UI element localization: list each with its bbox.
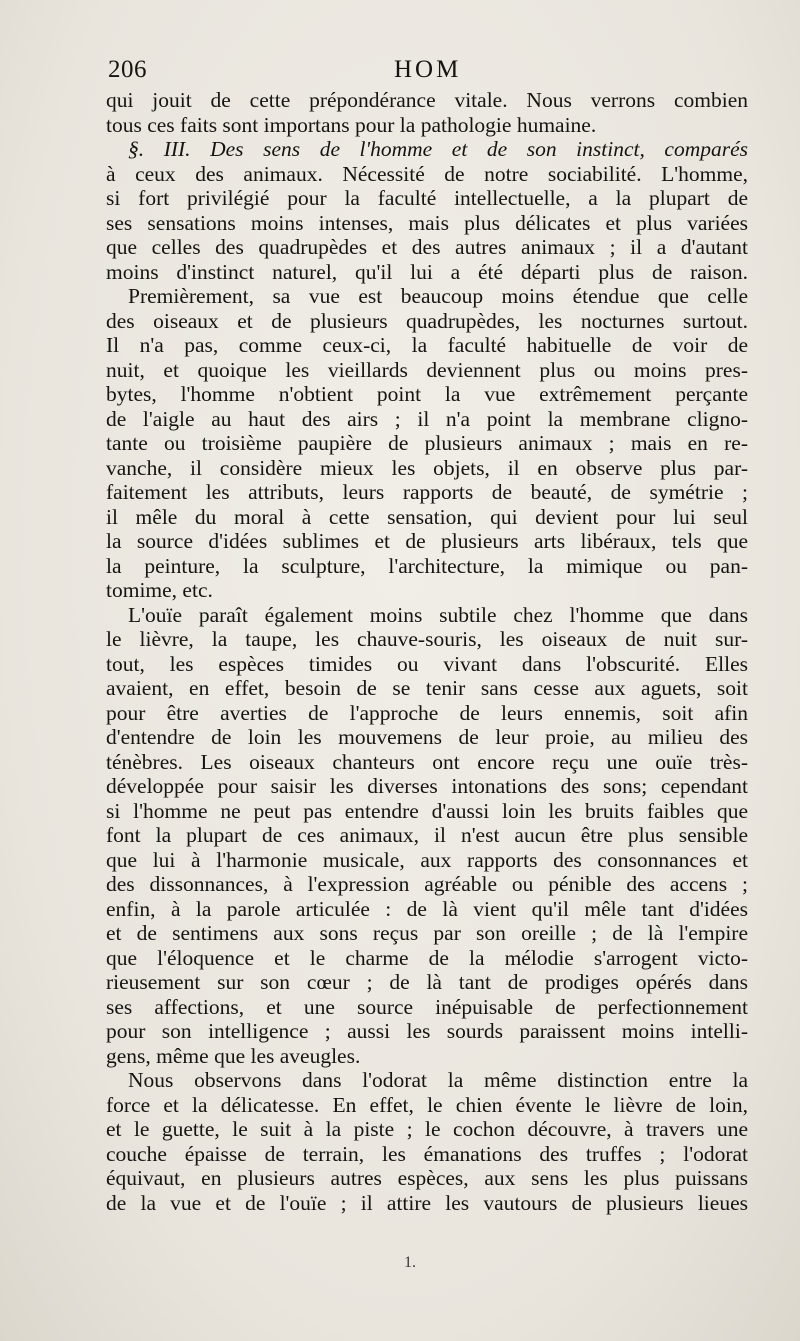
text-line: tante ou troisième paupière de plusieurs animaux ; mais en re- bbox=[106, 431, 748, 455]
text-line: que lui à l'harmonie musicale, aux rapports des consonnances et bbox=[106, 847, 748, 872]
text-line: la source d'idées sublimes et de plusieurs arts libéraux, tels que bbox=[106, 529, 748, 553]
text-line: il mêle du moral à cette sensation, qui devient pour lui seul bbox=[106, 504, 748, 529]
text-line: d'entendre de loin les mouvemens de leur proie, au milieu des bbox=[106, 725, 748, 749]
page-number: 206 bbox=[108, 56, 147, 83]
signature-mark: 1. bbox=[404, 1254, 416, 1271]
text-line: que l'éloquence et le charme de la mélodie s'arrogent victo- bbox=[106, 945, 748, 970]
running-head: HOM bbox=[394, 56, 462, 83]
text-line: gens, même que les aveugles. bbox=[106, 1043, 361, 1068]
text-line: tous ces faits sont importans pour la pathologie humaine. bbox=[106, 112, 597, 137]
text-line: le lièvre, la taupe, les chauve-souris, les oiseaux de nuit sur- bbox=[106, 627, 748, 651]
body-text bbox=[106, 88, 748, 1215]
text-line: font la plupart de ces animaux, il n'est aucun être plus sensible bbox=[106, 823, 748, 847]
text-line: de la vue et de l'ouïe ; il attire les vautours de plusieurs lieues bbox=[106, 1190, 748, 1215]
text-line: Nous observons dans l'odorat la même distinction entre la bbox=[128, 1068, 748, 1092]
text-line: couche épaisse de terrain, les émanations des truffes ; l'odorat bbox=[106, 1141, 748, 1166]
text-line: tout, les espèces timides ou vivant dans l'obscurité. Elles bbox=[106, 651, 748, 676]
text-line: moins d'instinct naturel, qu'il lui a été départi plus de raison. bbox=[106, 259, 748, 284]
text-line: pour être averties de l'approche de leurs ennemis, soit afin bbox=[106, 700, 748, 725]
text-line: qui jouit de cette prépondérance vitale. Nous verrons combien bbox=[106, 88, 748, 112]
text-line: faitement les attributs, leurs rapports de beauté, de symétrie ; bbox=[106, 480, 748, 504]
text-line: de l'aigle au haut des airs ; il n'a point la membrane cligno- bbox=[106, 406, 748, 431]
text-line: si l'homme ne peut pas entendre d'aussi loin les bruits faibles que bbox=[106, 798, 748, 823]
text-line: développée pour saisir les diverses intonations des sons; cependant bbox=[106, 774, 748, 798]
text-line: rieusement sur son cœur ; de là tant de prodiges opérés dans bbox=[106, 970, 748, 994]
text-line: pour son intelligence ; aussi les sourds paraissent moins intelli- bbox=[106, 1019, 748, 1043]
text-line: des dissonnances, à l'expression agréable ou pénible des accens ; bbox=[106, 872, 748, 896]
text-line: vanche, il considère mieux les objets, il en observe plus par- bbox=[106, 455, 748, 480]
text-line: équivaut, en plusieurs autres espèces, aux sens les plus puissans bbox=[106, 1166, 748, 1190]
text-line: ténèbres. Les oiseaux chanteurs ont encore reçu une ouïe très- bbox=[106, 749, 748, 774]
text-line: force et la délicatesse. En effet, le chien évente le lièvre de loin, bbox=[106, 1092, 748, 1117]
page-header bbox=[108, 56, 748, 86]
text-line: tomime, etc. bbox=[106, 578, 213, 602]
text-line: nuit, et quoique les vieillards deviennent plus ou moins pres- bbox=[106, 357, 748, 382]
text-line: avaient, en effet, besoin de se tenir sans cesse aux aguets, soit bbox=[106, 676, 748, 700]
text-line: ses affections, et une source inépuisable de perfectionnement bbox=[106, 994, 748, 1019]
text-line: bytes, l'homme n'obtient point la vue extrêmement perçante bbox=[106, 382, 748, 406]
text-line: Il n'a pas, comme ceux-ci, la faculté habituelle de voir de bbox=[106, 333, 748, 357]
text-line: L'ouïe paraît également moins subtile chez l'homme que dans bbox=[128, 602, 748, 627]
section-heading-line: à ceux des animaux. Nécessité de notre sociabilité. L'homme, bbox=[106, 161, 748, 186]
text-line: ses sensations moins intenses, mais plus délicates et plus variées bbox=[106, 210, 748, 235]
text-line: et le guette, le suit à la piste ; le cochon découvre, à travers une bbox=[106, 1117, 748, 1141]
text-line: si fort privilégié pour la faculté intellectuelle, a la plupart de bbox=[106, 186, 748, 210]
text-line: enfin, à la parole articulée : de là vient qu'il mêle tant d'idées bbox=[106, 896, 748, 921]
text-line: la peinture, la sculpture, l'architecture, la mimique ou pan- bbox=[106, 553, 748, 578]
text-line: des oiseaux et de plusieurs quadrupèdes, les nocturnes surtout. bbox=[106, 308, 748, 333]
text-line: Premièrement, sa vue est beaucoup moins étendue que celle bbox=[128, 284, 748, 308]
section-heading-line: §. III. Des sens de l'homme et de son instinct, comparés bbox=[128, 137, 748, 161]
text-line: que celles des quadrupèdes et des autres animaux ; il a d'autant bbox=[106, 235, 748, 259]
text-line: et de sentimens aux sons reçus par son oreille ; de là l'empire bbox=[106, 921, 748, 945]
